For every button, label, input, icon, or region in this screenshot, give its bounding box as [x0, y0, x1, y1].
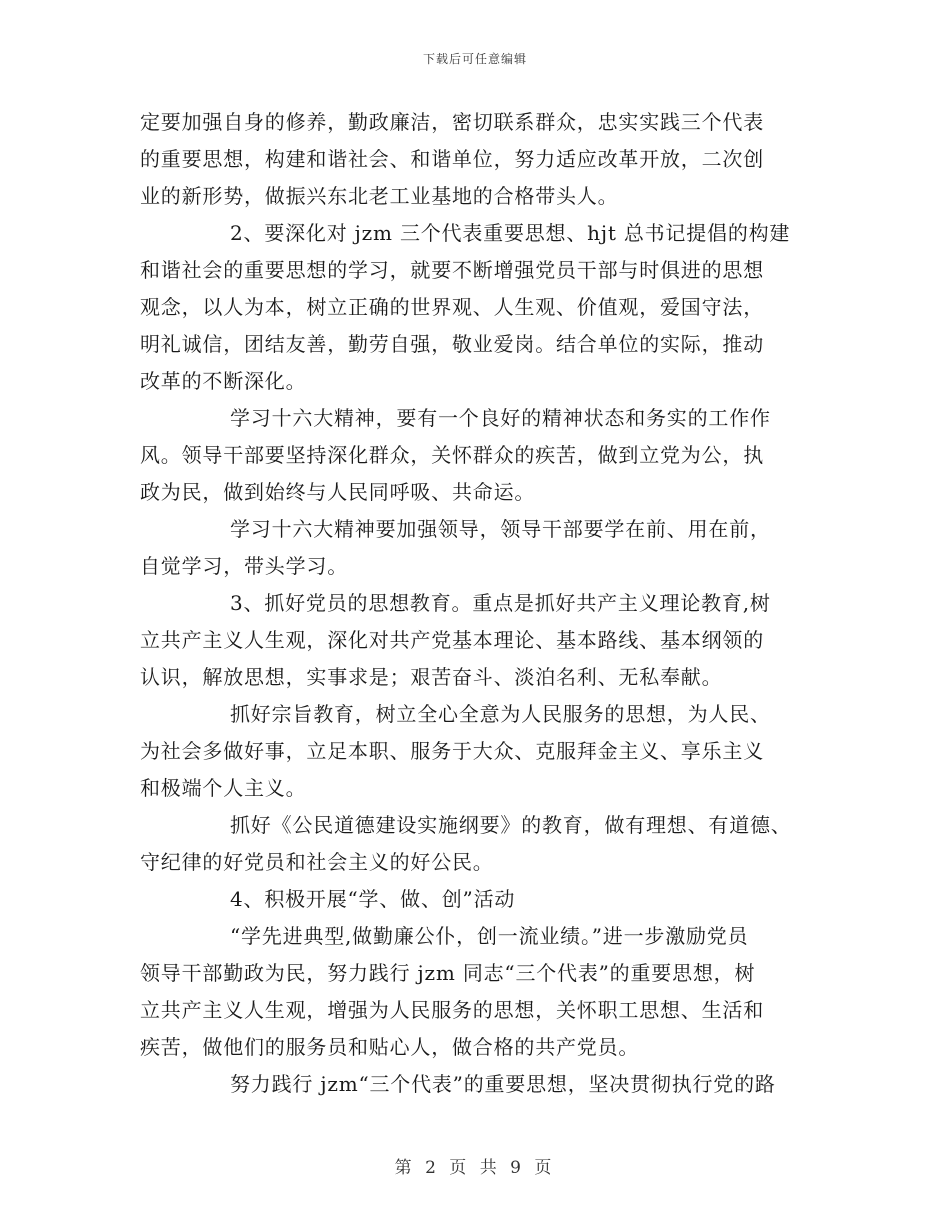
text-line: 学习十六大精神，要有一个良好的精神状态和务实的工作作 [230, 406, 771, 430]
text-line: 为社会多做好事，立足本职、服务于大众、克服拜金主义、享乐主义 [140, 739, 764, 763]
text-line: “学先进典型,做勤廉公仆，创一流业绩。”进一步激励党员 [230, 924, 749, 948]
text-line: 和极端个人主义。 [140, 776, 307, 800]
text-line: 立共产主义人生观，增强为人民服务的思想，关怀职工思想、生活和 [140, 998, 764, 1022]
text-line: 政为民，做到始终与人民同呼吸、共命运。 [140, 480, 536, 504]
text-line: 明礼诚信，团结友善，勤劳自强，敬业爱岗。结合单位的实际，推动 [140, 332, 764, 356]
text-line: 学习十六大精神要加强领导，领导干部要学在前、用在前， [230, 517, 771, 541]
text-line: 业的新形势，做振兴东北老工业基地的合格带头人。 [140, 184, 619, 208]
text-line: 立共产主义人生观，深化对共产党基本理论、基本路线、基本纲领的 [140, 628, 764, 652]
text-line: 3、抓好党员的思想教育。重点是抓好共产主义理论教育,树 [230, 591, 771, 615]
page-header-note: 下载后可任意编辑 [422, 52, 527, 66]
text-line: 4、积极开展“学、做、创”活动 [230, 887, 516, 911]
text-line: 认识，解放思想，实事求是；艰苦奋斗、淡泊名利、无私奉献。 [140, 665, 723, 689]
text-line: 风。领导干部要坚持深化群众，关怀群众的疾苦，做到立党为公，执 [140, 443, 764, 467]
text-line: 定要加强自身的修养，勤政廉洁，密切联系群众，忠实实践三个代表 [140, 110, 764, 134]
text-line: 观念，以人为本，树立正确的世界观、人生观、价值观，爱国守法， [140, 295, 764, 319]
text-line: 自觉学习，带头学习。 [140, 554, 348, 578]
text-line: 改革的不断深化。 [140, 369, 307, 393]
text-line: 守纪律的好党员和社会主义的好公民。 [140, 850, 494, 874]
text-line: 疾苦，做他们的服务员和贴心人，做合格的共产党员。 [140, 1035, 640, 1059]
document-body [140, 104, 810, 1103]
text-line: 抓好《公民道德建设实施纲要》的教育，做有理想、有道德、 [230, 813, 792, 837]
text-line: 领导干部勤政为民，努力践行 jzm 同志“三个代表”的重要思想，树 [140, 961, 756, 985]
page-number-footer: 第 2 页 共 9 页 [394, 1158, 556, 1178]
text-line: 和谐社会的重要思想的学习，就要不断增强党员干部与时俱进的思想 [140, 258, 764, 282]
text-line: 的重要思想，构建和谐社会、和谐单位，努力适应改革开放，二次创 [140, 147, 764, 171]
text-line: 2、要深化对 jzm 三个代表重要思想、hjt 总书记提倡的构建 [230, 221, 791, 245]
text-line: 抓好宗旨教育，树立全心全意为人民服务的思想，为人民、 [230, 702, 771, 726]
text-line: 努力践行 jzm“三个代表”的重要思想，坚决贯彻执行党的路 [230, 1072, 776, 1096]
